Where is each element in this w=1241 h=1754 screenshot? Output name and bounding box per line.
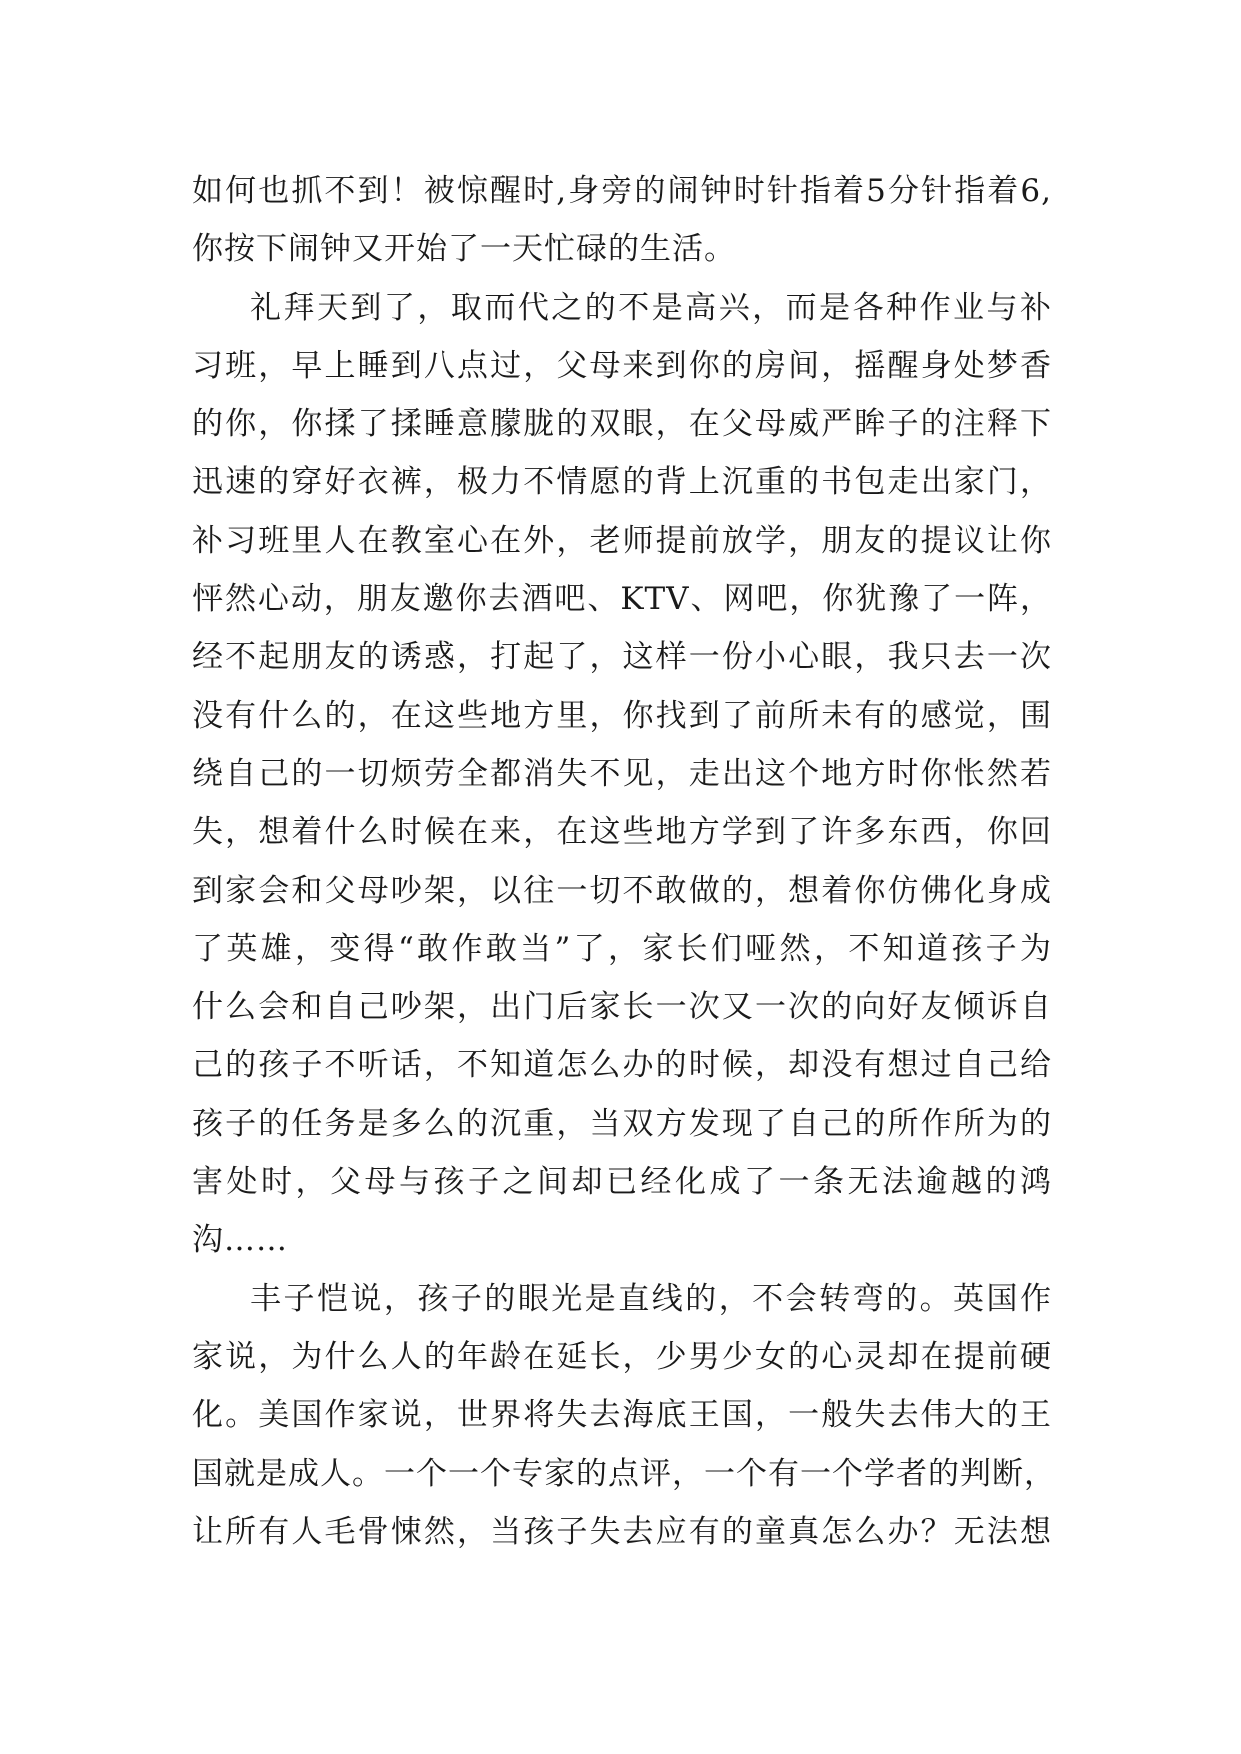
text-line: 如何也抓不到！被惊醒时,身旁的闹钟时针指着5分针指着6, [192,173,1052,209]
text-line: 了英雄，变得“敢作敢当”了，家长们哑然，不知道孩子为 [192,930,1052,967]
text-line: 沟…… [192,1222,288,1259]
text-line: 到家会和父母吵架，以往一切不敢做的，想着你仿佛化身成 [192,872,1052,909]
text-line: 失，想着什么时候在来，在这些地方学到了许多东西，你回 [192,814,1052,851]
text-line: 你按下闹钟又开始了一天忙碌的生活。 [192,231,736,268]
text-line: 补习班里人在教室心在外，老师提前放学，朋友的提议让你 [192,522,1052,559]
paragraph-first-line: 礼拜天到了，取而代之的不是高兴，而是各种作业与补 [250,289,1052,326]
text-line: 怦然心动，朋友邀你去酒吧、KTV、网吧，你犹豫了一阵， [192,581,1052,618]
text-line: 孩子的任务是多么的沉重，当双方发现了自己的所作所为的 [192,1105,1052,1142]
text-line: 没有什么的，在这些地方里，你找到了前所未有的感觉，围 [192,697,1052,734]
body-text [192,162,1056,1561]
text-line: 的你，你揉了揉睡意朦胧的双眼，在父母威严眸子的注释下 [192,406,1052,443]
text-line: 迅速的穿好衣裤，极力不情愿的背上沉重的书包走出家门， [192,464,1052,501]
text-line: 让所有人毛骨悚然，当孩子失去应有的童真怎么办？无法想 [192,1513,1052,1550]
text-line: 绕自己的一切烦劳全都消失不见，走出这个地方时你怅然若 [192,755,1052,792]
text-line: 国就是成人。一个一个专家的点评，一个有一个学者的判断， [192,1455,1056,1492]
text-line: 什么会和自己吵架，出门后家长一次又一次的向好友倾诉自 [192,989,1052,1026]
text-line: 习班，早上睡到八点过，父母来到你的房间，摇醒身处梦香 [192,347,1052,384]
paragraph-first-line: 丰子恺说，孩子的眼光是直线的，不会转弯的。英国作 [250,1280,1052,1317]
text-line: 经不起朋友的诱惑，打起了，这样一份小心眼，我只去一次 [192,639,1052,676]
text-line: 害处时，父母与孩子之间却已经化成了一条无法逾越的鸿 [192,1164,1052,1201]
text-line: 化。美国作家说，世界将失去海底王国，一般失去伟大的王 [192,1397,1052,1434]
text-line: 家说，为什么人的年龄在延长，少男少女的心灵却在提前硬 [192,1338,1052,1375]
text-line: 己的孩子不听话，不知道怎么办的时候，却没有想过自己给 [192,1047,1052,1084]
